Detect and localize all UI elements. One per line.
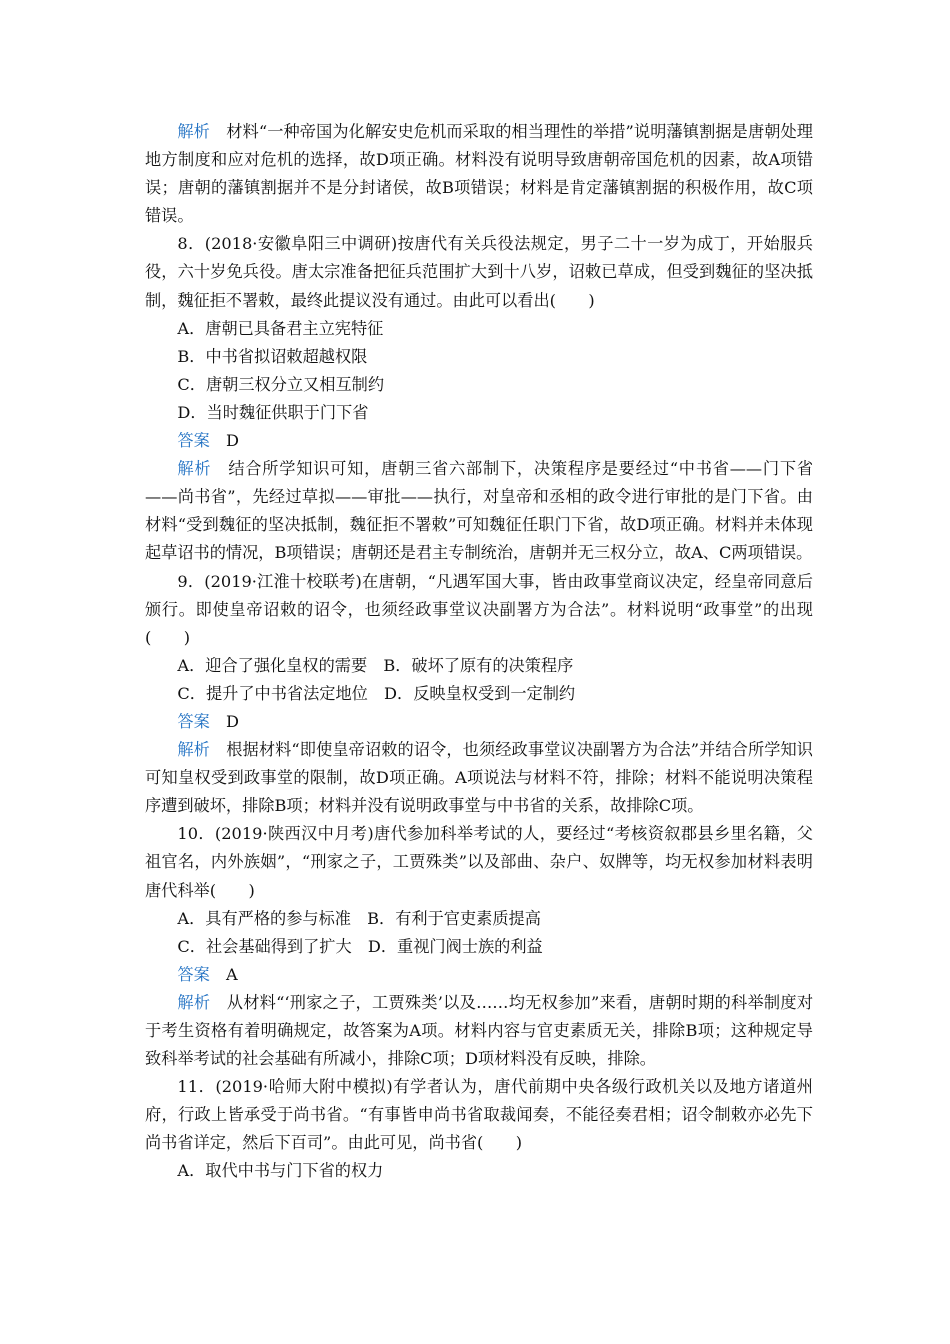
question-10-options-cd: C．社会基础得到了扩大 D．重视门阀士族的利益 — [177, 936, 543, 956]
question-8-analysis — [145, 455, 813, 567]
question-8-option-a: A．唐朝已具备君主立宪特征 — [177, 318, 384, 338]
question-9-stem: 9．(2019·江淮十校联考)在唐朝，“凡遇军国大事，皆由政事堂商议决定，经皇帝同意后颁行。即使皇帝诏敕的诏令，也须经政事堂议决副署方为合法”。材料说明“政事堂”的出现( ) — [145, 571, 813, 647]
question-10-analysis — [145, 989, 813, 1073]
analysis-label: 解析 — [177, 992, 211, 1012]
question-11-option-a: A．取代中书与门下省的权力 — [177, 1161, 384, 1181]
question-10-stem: 10．(2019·陕西汉中月考)唐代参加科举考试的人，要经过“考核资叙郡县乡里名籍，父祖官名，内外族姻”，“刑家之子，工贾殊类”以及部曲、杂户、奴牌等，均无权参加材料表明唐代科举( ) — [145, 824, 813, 900]
analysis-block-0 — [145, 118, 813, 230]
analysis-label: 解析 — [177, 122, 210, 141]
question-8-option-c: C．唐朝三权分立又相互制约 — [177, 374, 385, 394]
question-9-answer — [145, 708, 813, 736]
question-9-options-cd: C．提升了中书省法定地位 D．反映皇权受到一定制约 — [177, 683, 576, 703]
analysis-label: 解析 — [177, 459, 212, 479]
question-9-options-ab: A．迎合了强化皇权的需要 B．破坏了原有的决策程序 — [177, 655, 574, 675]
question-9-analysis — [145, 736, 813, 820]
answer-label: 答案 — [177, 711, 210, 731]
answer-label: 答案 — [177, 964, 210, 984]
answer-value: D — [225, 431, 239, 451]
analysis-text: 材料“一种帝国为化解安史危机而采取的相当理性的举措”说明藩镇割据是唐朝处理地方制度和应对危机的选择，故D项正确。材料没有说明导致唐朝帝国危机的因素，故A项错误；唐朝的藩镇割据并不是分封诸侯，故B项错误；材料是肯定藩镇割据的积极作用，故C项错误。 — [145, 122, 813, 226]
question-11-stem: 11．(2019·哈师大附中模拟)有学者认为，唐代前期中央各级行政机关以及地方诸道州府，行政上皆承受于尚书省。“有事皆申尚书省取裁闻奏，不能径奏君相；诏令制敕亦必先下尚书省详定，然后下百司”。由此可见，尚书省( ) — [145, 1077, 813, 1153]
question-8-option-b: B．中书省拟诏敕超越权限 — [177, 346, 368, 366]
analysis-text: 结合所学知识可知，唐朝三省六部制下，决策程序是要经过“中书省——门下省——尚书省”，先经过草拟——审批——执行，对皇帝和丞相的政令进行审批的是门下省。由材料“受到魏征的坚决抵制，魏征拒不署敕”可知魏征任职门下省，故D项正确。材料并未体现起草诏书的情况，B项错误；唐朝还是君主专制统治，唐朝并无三权分立，故A、C两项错误。 — [145, 459, 814, 563]
answer-value: D — [225, 711, 239, 731]
question-8-answer — [145, 427, 813, 455]
question-10-options-ab: A．具有严格的参与标准 B．有利于官吏素质提高 — [177, 908, 541, 928]
answer-label: 答案 — [177, 431, 210, 451]
answer-value: A — [225, 964, 238, 984]
analysis-text: 根据材料“即使皇帝诏敕的诏令，也须经政事堂议决副署方为合法”并结合所学知识可知皇权受到政事堂的限制，故D项正确。A项说法与材料不符，排除；材料不能说明决策程序遭到破坏，排除B项；材料并没有说明政事堂与中书省的关系，故排除C项。 — [145, 740, 813, 816]
document-page — [145, 118, 813, 1186]
analysis-label: 解析 — [177, 740, 210, 760]
analysis-text: 从材料“‘刑家之子，工贾殊类’以及……均无权参加”来看，唐朝时期的科举制度对于考生资格有着明确规定，故答案为A项。材料内容与官吏素质无关，排除B项；这种规定导致科举考试的社会基础有所减小，排除C项；D项材料没有反映，排除。 — [145, 992, 814, 1069]
question-8-option-d: D．当时魏征供职于门下省 — [177, 402, 369, 422]
question-10-answer — [145, 961, 813, 989]
question-8-stem: 8．(2018·安徽阜阳三中调研)按唐代有关兵役法规定，男子二十一岁为成丁，开始服兵役，六十岁免兵役。唐太宗准备把征兵范围扩大到十八岁，诏敕已草成，但受到魏征的坚决抵制，魏征拒不署敕，最终此提议没有通过。由此可以看出( ) — [145, 234, 813, 310]
